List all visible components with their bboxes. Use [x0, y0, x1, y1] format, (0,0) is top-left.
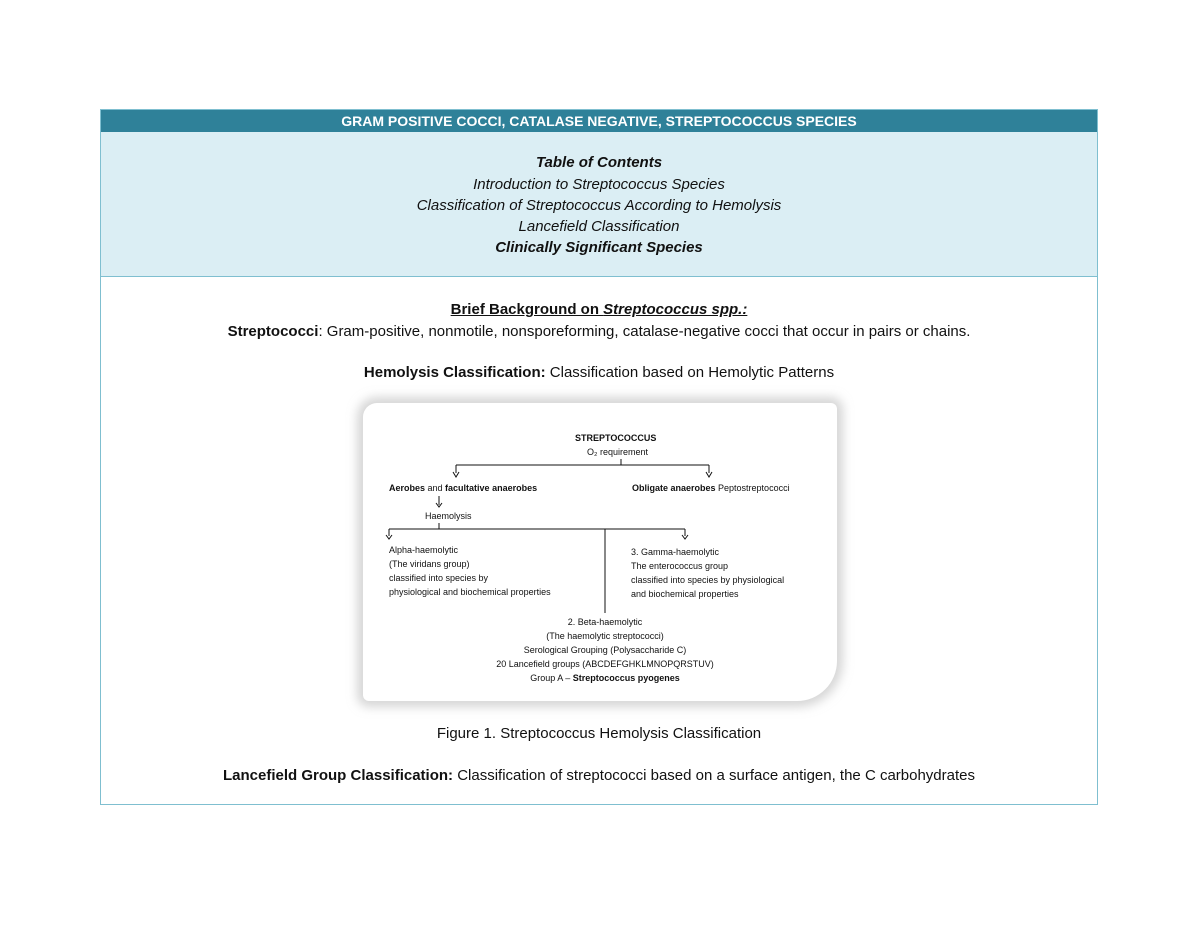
fig-beta-group: [530, 673, 680, 683]
fig-o2-requirement: O₂ requirement: [587, 447, 649, 457]
hemolysis-label: Hemolysis Classification:: [363, 364, 546, 381]
document-frame: [100, 109, 1098, 805]
fig-alpha-3: physiological and biochemical properties: [389, 587, 551, 597]
fig-beta-1: (The haemolytic streptococci): [546, 631, 664, 641]
fig-aerobes-a: Aerobes: [389, 483, 426, 493]
fig-beta-3: 20 Lancefield groups (ABCDEFGHKLMNOPQRSTUV): [496, 659, 714, 669]
fig-aerobes-b: facultative anaerobes: [445, 483, 538, 493]
fig-beta-group-a: Group A –: [530, 673, 573, 683]
lancefield-line: [101, 767, 1097, 784]
streptococci-definition: [101, 323, 1097, 340]
background-heading-italic: Streptococcus spp.:: [603, 301, 748, 318]
lancefield-label: Lancefield Group Classification:: [223, 767, 454, 784]
fig-root: STREPTOCOCCUS: [575, 433, 657, 443]
table-of-contents: [101, 132, 1097, 277]
toc-item-clinical-species[interactable]: Clinically Significant Species: [495, 239, 703, 256]
fig-aerobes: [389, 483, 537, 493]
hemolysis-diagram: [363, 403, 837, 701]
hemolysis-figure: [363, 403, 837, 701]
background-heading-prefix: Brief Background on: [450, 301, 604, 318]
streptococci-definition-text: : Gram-positive, nonmotile, nonsporeforming, catalase-negative cocci that occur in pairs or chains.: [318, 323, 971, 340]
toc-item-introduction[interactable]: Introduction to Streptococcus Species: [473, 176, 725, 193]
fig-obligate-b: Peptostreptococci: [715, 483, 790, 493]
toc-title: Table of Contents: [535, 154, 663, 171]
fig-beta-group-b: Streptococcus pyogenes: [572, 673, 680, 683]
background-heading: [101, 301, 1097, 318]
fig-obligate: [632, 483, 790, 493]
lancefield-text: Classification of streptococci based on a surface antigen, the C carbohydrates: [453, 767, 975, 784]
fig-gamma-0: 3. Gamma-haemolytic: [631, 547, 720, 557]
figure-caption: Figure 1. Streptococcus Hemolysis Classification: [436, 725, 762, 742]
hemolysis-text: Classification based on Hemolytic Patterns: [545, 364, 835, 381]
fig-alpha-0: Alpha-haemolytic: [389, 545, 459, 555]
fig-gamma-2: classified into species by physiological: [631, 575, 785, 585]
fig-gamma-3: and biochemical properties: [631, 589, 739, 599]
toc-item-lancefield[interactable]: Lancefield Classification: [518, 218, 680, 235]
fig-alpha-2: classified into species by: [389, 573, 489, 583]
fig-aerobes-and: and: [425, 483, 446, 493]
toc-item-hemolysis[interactable]: Classification of Streptococcus According to Hemolysis: [416, 197, 782, 214]
fig-gamma-1: The enterococcus group: [631, 561, 729, 571]
streptococci-term: Streptococci: [227, 323, 319, 340]
page-title: GRAM POSITIVE COCCI, CATALASE NEGATIVE, STREPTOCOCCUS SPECIES: [101, 110, 1097, 132]
fig-beta-2: Serological Grouping (Polysaccharide C): [523, 645, 687, 655]
fig-alpha-1: (The viridans group): [389, 559, 470, 569]
fig-haemolysis: Haemolysis: [425, 511, 472, 521]
fig-beta-0: 2. Beta-haemolytic: [567, 617, 643, 627]
fig-obligate-a: Obligate anaerobes: [632, 483, 716, 493]
hemolysis-line: [101, 364, 1097, 381]
